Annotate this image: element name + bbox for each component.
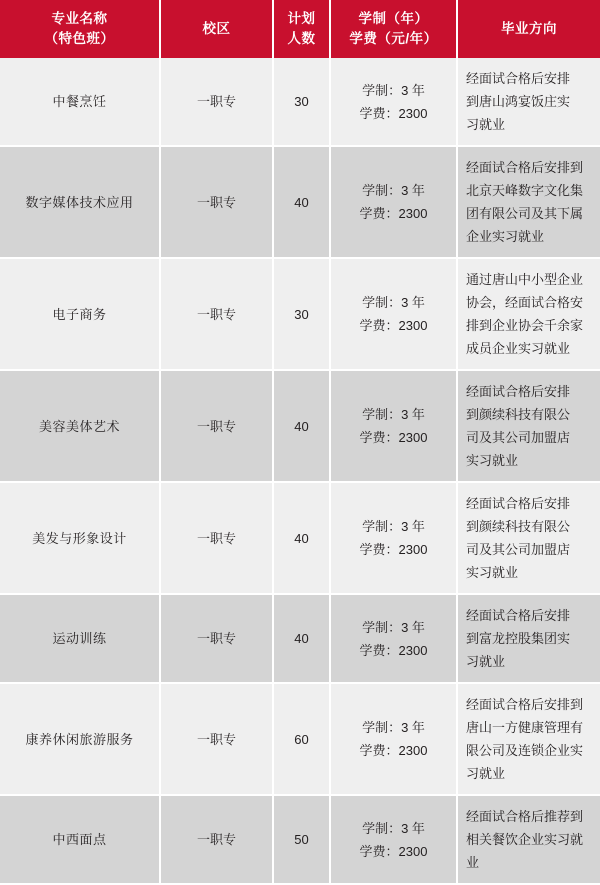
cell-campus: 一职专 bbox=[160, 146, 273, 258]
cell-plan: 40 bbox=[273, 370, 330, 482]
cell-fee-line-1: 学制：3 年 bbox=[362, 82, 425, 98]
column-header-major-line-2: （特色班） bbox=[44, 31, 115, 46]
cell-plan: 30 bbox=[273, 58, 330, 146]
cell-fee-line-1: 学制：3 年 bbox=[362, 619, 425, 635]
cell-direction-line-1: 通过唐山中小型企业 bbox=[466, 272, 584, 287]
cell-fee-line-1: 学制：3 年 bbox=[362, 407, 425, 422]
cell-direction-line-3: 习就业 bbox=[466, 654, 506, 669]
cell-direction-line-1: 经面试合格后安排到 bbox=[466, 160, 584, 175]
cell-major: 中餐烹饪 bbox=[0, 58, 160, 146]
cell-direction-line-1: 经面试合格后安排 bbox=[466, 384, 571, 399]
cell-fee bbox=[330, 146, 457, 258]
cell-fee bbox=[330, 594, 457, 683]
cell-direction bbox=[457, 795, 600, 884]
cell-direction-line-3: 业 bbox=[466, 855, 480, 870]
cell-fee-line-1: 学制：3 年 bbox=[362, 183, 425, 198]
table-row bbox=[0, 370, 600, 482]
table-row bbox=[0, 683, 600, 795]
cell-direction-line-4: 企业实习就业 bbox=[466, 229, 545, 244]
cell-fee bbox=[330, 58, 457, 146]
cell-direction bbox=[457, 146, 600, 258]
cell-campus: 一职专 bbox=[160, 482, 273, 594]
cell-fee bbox=[330, 370, 457, 482]
cell-direction-line-2: 协会，经面试合格安 bbox=[466, 295, 584, 310]
cell-direction-line-1: 经面试合格后推荐到 bbox=[466, 809, 584, 824]
cell-campus: 一职专 bbox=[160, 594, 273, 683]
table-row bbox=[0, 594, 600, 683]
cell-direction-line-2: 相关餐饮企业实习就 bbox=[466, 832, 584, 847]
cell-direction-line-1: 经面试合格后安排 bbox=[466, 71, 571, 86]
column-header-major bbox=[0, 0, 160, 58]
table-row bbox=[0, 795, 600, 884]
table-row bbox=[0, 58, 600, 146]
column-header-fee-line-2: 学费（元/年） bbox=[349, 31, 438, 46]
cell-fee-line-2: 学费：2300 bbox=[359, 105, 428, 121]
table-body bbox=[0, 58, 600, 884]
cell-direction-line-2: 到富龙控股集团实 bbox=[466, 631, 571, 646]
column-header-plan bbox=[273, 0, 330, 58]
cell-campus: 一职专 bbox=[160, 370, 273, 482]
cell-plan: 60 bbox=[273, 683, 330, 795]
cell-direction-line-3: 限公司及连锁企业实 bbox=[466, 743, 584, 758]
cell-fee-line-2: 学费：2300 bbox=[359, 642, 428, 658]
cell-direction-line-4: 成员企业实习就业 bbox=[466, 341, 571, 356]
cell-major: 美容美体艺术 bbox=[0, 370, 160, 482]
column-header-fee-line-1: 学制（年） bbox=[358, 11, 429, 26]
cell-direction-line-2: 到唐山鸿宴饭庄实 bbox=[466, 94, 571, 109]
table-row bbox=[0, 258, 600, 370]
cell-direction bbox=[457, 370, 600, 482]
table-header bbox=[0, 0, 600, 58]
cell-fee bbox=[330, 482, 457, 594]
column-header-major-line-1: 专业名称 bbox=[51, 11, 108, 26]
cell-direction-line-4: 实习就业 bbox=[466, 565, 519, 580]
column-header-campus-line-1: 校区 bbox=[202, 21, 231, 36]
table-header-row bbox=[0, 0, 600, 58]
cell-fee bbox=[330, 258, 457, 370]
cell-plan: 50 bbox=[273, 795, 330, 884]
cell-fee-line-2: 学费：2300 bbox=[359, 542, 428, 557]
column-header-direction-line-1: 毕业方向 bbox=[501, 21, 557, 36]
cell-plan: 30 bbox=[273, 258, 330, 370]
cell-fee-line-1: 学制：3 年 bbox=[362, 295, 425, 310]
cell-major: 中西面点 bbox=[0, 795, 160, 884]
cell-major: 康养休闲旅游服务 bbox=[0, 683, 160, 795]
cell-direction-line-1: 经面试合格后安排到 bbox=[466, 697, 584, 712]
cell-direction-line-2: 唐山一方健康管理有 bbox=[466, 720, 584, 735]
cell-direction-line-4: 习就业 bbox=[466, 766, 506, 781]
cell-direction-line-1: 经面试合格后安排 bbox=[466, 608, 571, 623]
cell-fee-line-1: 学制：3 年 bbox=[362, 820, 425, 836]
cell-direction bbox=[457, 482, 600, 594]
column-header-direction bbox=[457, 0, 600, 58]
cell-direction-line-3: 司及其公司加盟店 bbox=[466, 542, 571, 557]
cell-fee-line-1: 学制：3 年 bbox=[362, 519, 425, 534]
column-header-plan-line-2: 人数 bbox=[287, 31, 316, 46]
cell-campus: 一职专 bbox=[160, 258, 273, 370]
cell-fee-line-2: 学费：2300 bbox=[359, 430, 428, 445]
cell-major: 数字媒体技术应用 bbox=[0, 146, 160, 258]
column-header-fee bbox=[330, 0, 457, 58]
cell-direction bbox=[457, 683, 600, 795]
cell-direction bbox=[457, 594, 600, 683]
cell-fee-line-2: 学费：2300 bbox=[359, 743, 428, 758]
cell-direction-line-1: 经面试合格后安排 bbox=[466, 496, 571, 511]
cell-campus: 一职专 bbox=[160, 58, 273, 146]
cell-fee-line-1: 学制：3 年 bbox=[362, 720, 425, 735]
table-row bbox=[0, 146, 600, 258]
cell-direction-line-2: 到颜续科技有限公 bbox=[466, 407, 571, 422]
cell-fee bbox=[330, 795, 457, 884]
cell-fee-line-2: 学费：2300 bbox=[359, 206, 428, 221]
cell-plan: 40 bbox=[273, 482, 330, 594]
cell-direction-line-2: 北京天峰数字文化集 bbox=[466, 183, 584, 198]
cell-fee-line-2: 学费：2300 bbox=[359, 843, 428, 859]
cell-plan: 40 bbox=[273, 594, 330, 683]
cell-direction-line-4: 实习就业 bbox=[466, 453, 519, 468]
cell-direction bbox=[457, 258, 600, 370]
column-header-plan-line-1: 计划 bbox=[287, 11, 316, 26]
cell-direction-line-3: 习就业 bbox=[466, 117, 506, 132]
cell-direction-line-3: 司及其公司加盟店 bbox=[466, 430, 571, 445]
cell-major: 电子商务 bbox=[0, 258, 160, 370]
cell-campus: 一职专 bbox=[160, 795, 273, 884]
cell-major: 运动训练 bbox=[0, 594, 160, 683]
cell-direction bbox=[457, 58, 600, 146]
cell-major: 美发与形象设计 bbox=[0, 482, 160, 594]
table-row bbox=[0, 482, 600, 594]
cell-campus: 一职专 bbox=[160, 683, 273, 795]
cell-direction-line-3: 团有限公司及其下属 bbox=[466, 206, 584, 221]
cell-plan: 40 bbox=[273, 146, 330, 258]
column-header-campus bbox=[160, 0, 273, 58]
cell-direction-line-2: 到颜续科技有限公 bbox=[466, 519, 571, 534]
cell-fee bbox=[330, 683, 457, 795]
cell-direction-line-3: 排到企业协会千余家 bbox=[466, 318, 584, 333]
cell-fee-line-2: 学费：2300 bbox=[359, 318, 428, 333]
